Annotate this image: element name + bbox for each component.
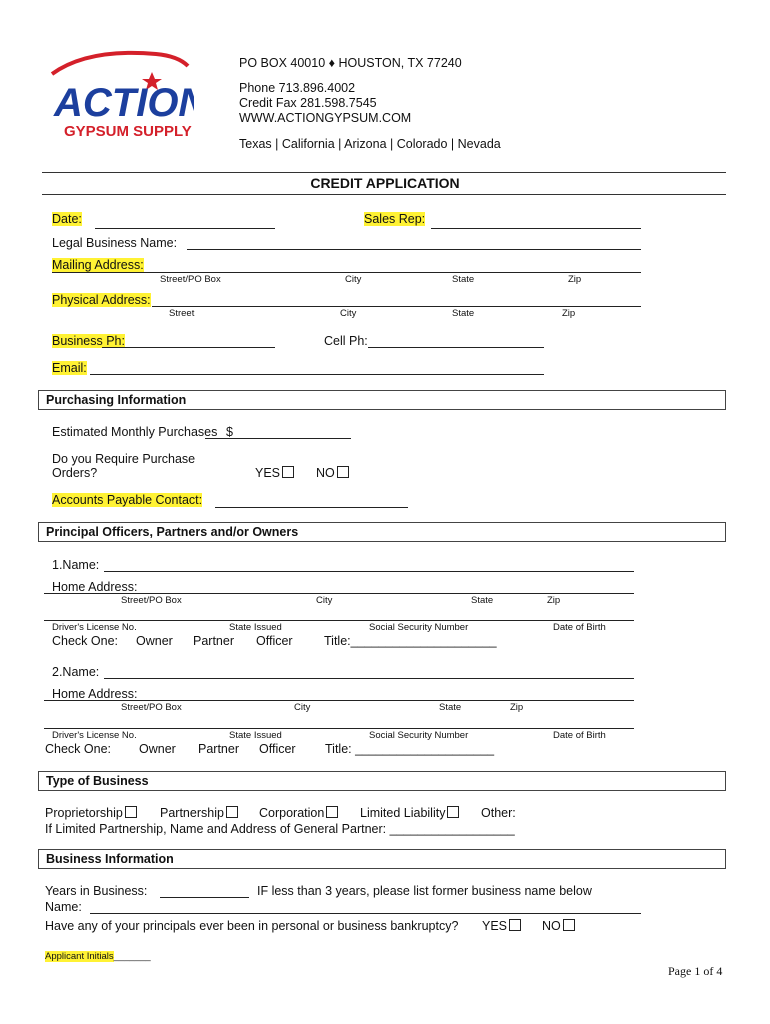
cell-phone-field[interactable] <box>368 347 544 348</box>
former-name-field[interactable] <box>90 913 641 914</box>
title-bottom-rule <box>42 194 726 195</box>
officer-1-title-field[interactable]: Title:_____________________ <box>324 634 497 648</box>
applicant-initials-label: Applicant Initials <box>45 951 114 962</box>
officer-1-home-field[interactable] <box>44 593 634 594</box>
officer-2-home-label: Home Address: <box>52 687 138 701</box>
po-no-option[interactable] <box>316 466 349 480</box>
mailing-zip-caption: Zip <box>568 274 582 285</box>
purchase-orders-question-2: Orders? <box>52 466 98 480</box>
proprietorship-label: Proprietorship <box>45 806 123 820</box>
mailing-address-label: Mailing Address: <box>52 258 144 272</box>
business-phone-field[interactable] <box>102 347 275 348</box>
po-yes-label: YES <box>255 466 281 480</box>
ap-contact-label: Accounts Payable Contact: <box>52 493 203 507</box>
partnership-checkbox[interactable] <box>226 806 238 818</box>
years-in-business-field[interactable] <box>160 897 249 898</box>
company-address: PO BOX 40010 ♦ HOUSTON, TX 77240 <box>239 56 462 70</box>
llc-checkbox[interactable] <box>447 806 459 818</box>
company-website[interactable]: WWW.ACTIONGYPSUM.COM <box>239 111 412 125</box>
bankruptcy-yes-label: YES <box>482 919 508 933</box>
mailing-address-field[interactable] <box>52 272 641 273</box>
corporation-option[interactable] <box>259 806 338 820</box>
company-fax: Credit Fax 281.598.7545 <box>239 96 377 110</box>
officer-1-partner-option[interactable]: Partner <box>193 634 234 648</box>
officer-1-street-caption: Street/PO Box <box>121 595 182 606</box>
officer-2-check-label: Check One: <box>45 742 112 756</box>
corporation-checkbox[interactable] <box>326 806 338 818</box>
years-in-business-label: Years in Business: <box>45 884 148 898</box>
officer-1-city-caption: City <box>316 595 333 606</box>
business-phone-label: Business Ph: <box>52 334 125 348</box>
officer-2-ssn-caption: Social Security Number <box>369 730 469 741</box>
llc-option[interactable] <box>360 806 459 820</box>
officer-1-name-field[interactable] <box>104 571 634 572</box>
officer-2-officer-option[interactable]: Officer <box>259 742 296 756</box>
logo-subtitle: GYPSUM SUPPLY <box>64 123 192 140</box>
bankruptcy-no-option[interactable] <box>542 919 575 933</box>
purchasing-heading: Purchasing Information <box>46 393 187 407</box>
company-states: Texas | California | Arizona | Colorado | Nevada <box>239 137 501 151</box>
dollar-sign: $ <box>226 425 233 439</box>
corporation-label: Corporation <box>259 806 325 820</box>
officer-1-officer-option[interactable]: Officer <box>256 634 293 648</box>
purchase-orders-question-1: Do you Require Purchase <box>52 452 196 466</box>
officer-2-name-field[interactable] <box>104 678 634 679</box>
llc-label: Limited Liability <box>360 806 446 820</box>
mailing-street-caption: Street/PO Box <box>160 274 221 285</box>
sales-rep-field[interactable] <box>431 228 641 229</box>
officer-1-dob-caption: Date of Birth <box>553 622 606 633</box>
type-of-business-section-header <box>38 771 726 791</box>
mailing-state-caption: State <box>452 274 475 285</box>
officer-1-zip-caption: Zip <box>547 595 561 606</box>
bankruptcy-yes-option[interactable] <box>482 919 521 933</box>
po-yes-option[interactable] <box>255 466 294 480</box>
legal-name-field[interactable] <box>187 249 641 250</box>
cell-phone-label: Cell Ph: <box>324 334 368 348</box>
date-field[interactable] <box>95 228 275 229</box>
officer-2-name-label: 2.Name: <box>52 665 100 679</box>
business-info-section-header <box>38 849 726 869</box>
officers-heading: Principal Officers, Partners and/or Owners <box>46 525 299 539</box>
bankruptcy-question: Have any of your principals ever been in personal or business bankruptcy? <box>45 919 459 933</box>
monthly-purchases-label: Estimated Monthly Purchases <box>52 425 218 439</box>
officer-2-state-caption: State <box>439 702 462 713</box>
po-no-checkbox[interactable] <box>337 466 349 478</box>
partnership-label: Partnership <box>160 806 224 820</box>
physical-city-caption: City <box>340 308 357 319</box>
physical-street-caption: Street <box>169 308 195 319</box>
officer-1-ssn-caption: Social Security Number <box>369 622 469 633</box>
officer-2-state-issued-caption: State Issued <box>229 730 282 741</box>
mailing-city-caption: City <box>345 274 362 285</box>
officers-section-header <box>38 522 726 542</box>
applicant-initials-blank: _______ <box>113 951 151 962</box>
former-name-note: IF less than 3 years, please list former business name below <box>257 884 592 898</box>
title-top-rule <box>42 172 726 173</box>
form-title: CREDIT APPLICATION <box>310 175 460 191</box>
monthly-purchases-field[interactable] <box>205 438 351 439</box>
officer-2-title-field[interactable]: Title: ____________________ <box>325 742 495 756</box>
officer-2-owner-option[interactable]: Owner <box>139 742 176 756</box>
sales-rep-label: Sales Rep: <box>364 212 426 226</box>
business-info-heading: Business Information <box>46 852 174 866</box>
officer-2-city-caption: City <box>294 702 311 713</box>
email-field[interactable] <box>90 374 544 375</box>
company-phone: Phone 713.896.4002 <box>239 81 356 95</box>
officer-2-dl-caption: Driver's License No. <box>52 730 137 741</box>
page-number: Page 1 of 4 <box>668 964 723 978</box>
po-yes-checkbox[interactable] <box>282 466 294 478</box>
physical-zip-caption: Zip <box>562 308 576 319</box>
officer-2-id-field[interactable] <box>44 728 634 729</box>
ap-contact-field[interactable] <box>215 507 408 508</box>
partnership-option[interactable] <box>160 806 238 820</box>
officer-1-id-field[interactable] <box>44 620 634 621</box>
officer-1-check-label: Check One: <box>52 634 119 648</box>
legal-name-label: Legal Business Name: <box>52 236 178 250</box>
logo-swoosh-icon <box>48 44 194 142</box>
officer-2-zip-caption: Zip <box>510 702 524 713</box>
bankruptcy-yes-checkbox[interactable] <box>509 919 521 931</box>
logo-wordmark: ACTION <box>54 81 194 125</box>
officer-2-street-caption: Street/PO Box <box>121 702 182 713</box>
purchasing-section-header <box>38 390 726 410</box>
proprietorship-option[interactable] <box>45 806 137 820</box>
officer-1-state-issued-caption: State Issued <box>229 622 282 633</box>
officer-1-state-caption: State <box>471 595 494 606</box>
email-label: Email: <box>52 361 87 375</box>
physical-address-label: Physical Address: <box>52 293 151 307</box>
physical-address-field[interactable] <box>152 306 641 307</box>
officer-1-name-label: 1.Name: <box>52 558 100 572</box>
company-logo <box>48 44 194 142</box>
applicant-initials[interactable] <box>45 951 151 962</box>
former-name-label: Name: <box>45 900 82 914</box>
date-label: Date: <box>52 212 82 226</box>
po-no-label: NO <box>316 466 335 480</box>
officer-1-owner-option[interactable]: Owner <box>136 634 173 648</box>
other-type-label[interactable]: Other: <box>481 806 516 820</box>
officer-2-dob-caption: Date of Birth <box>553 730 606 741</box>
type-of-business-heading: Type of Business <box>46 774 149 788</box>
physical-state-caption: State <box>452 308 475 319</box>
officer-2-home-field[interactable] <box>44 700 634 701</box>
officer-1-home-label: Home Address: <box>52 580 138 594</box>
bankruptcy-no-label: NO <box>542 919 561 933</box>
officer-2-partner-option[interactable]: Partner <box>198 742 239 756</box>
bankruptcy-no-checkbox[interactable] <box>563 919 575 931</box>
officer-1-dl-caption: Driver's License No. <box>52 622 137 633</box>
general-partner-note[interactable]: If Limited Partnership, Name and Address of General Partner: __________________ <box>45 822 515 836</box>
proprietorship-checkbox[interactable] <box>125 806 137 818</box>
